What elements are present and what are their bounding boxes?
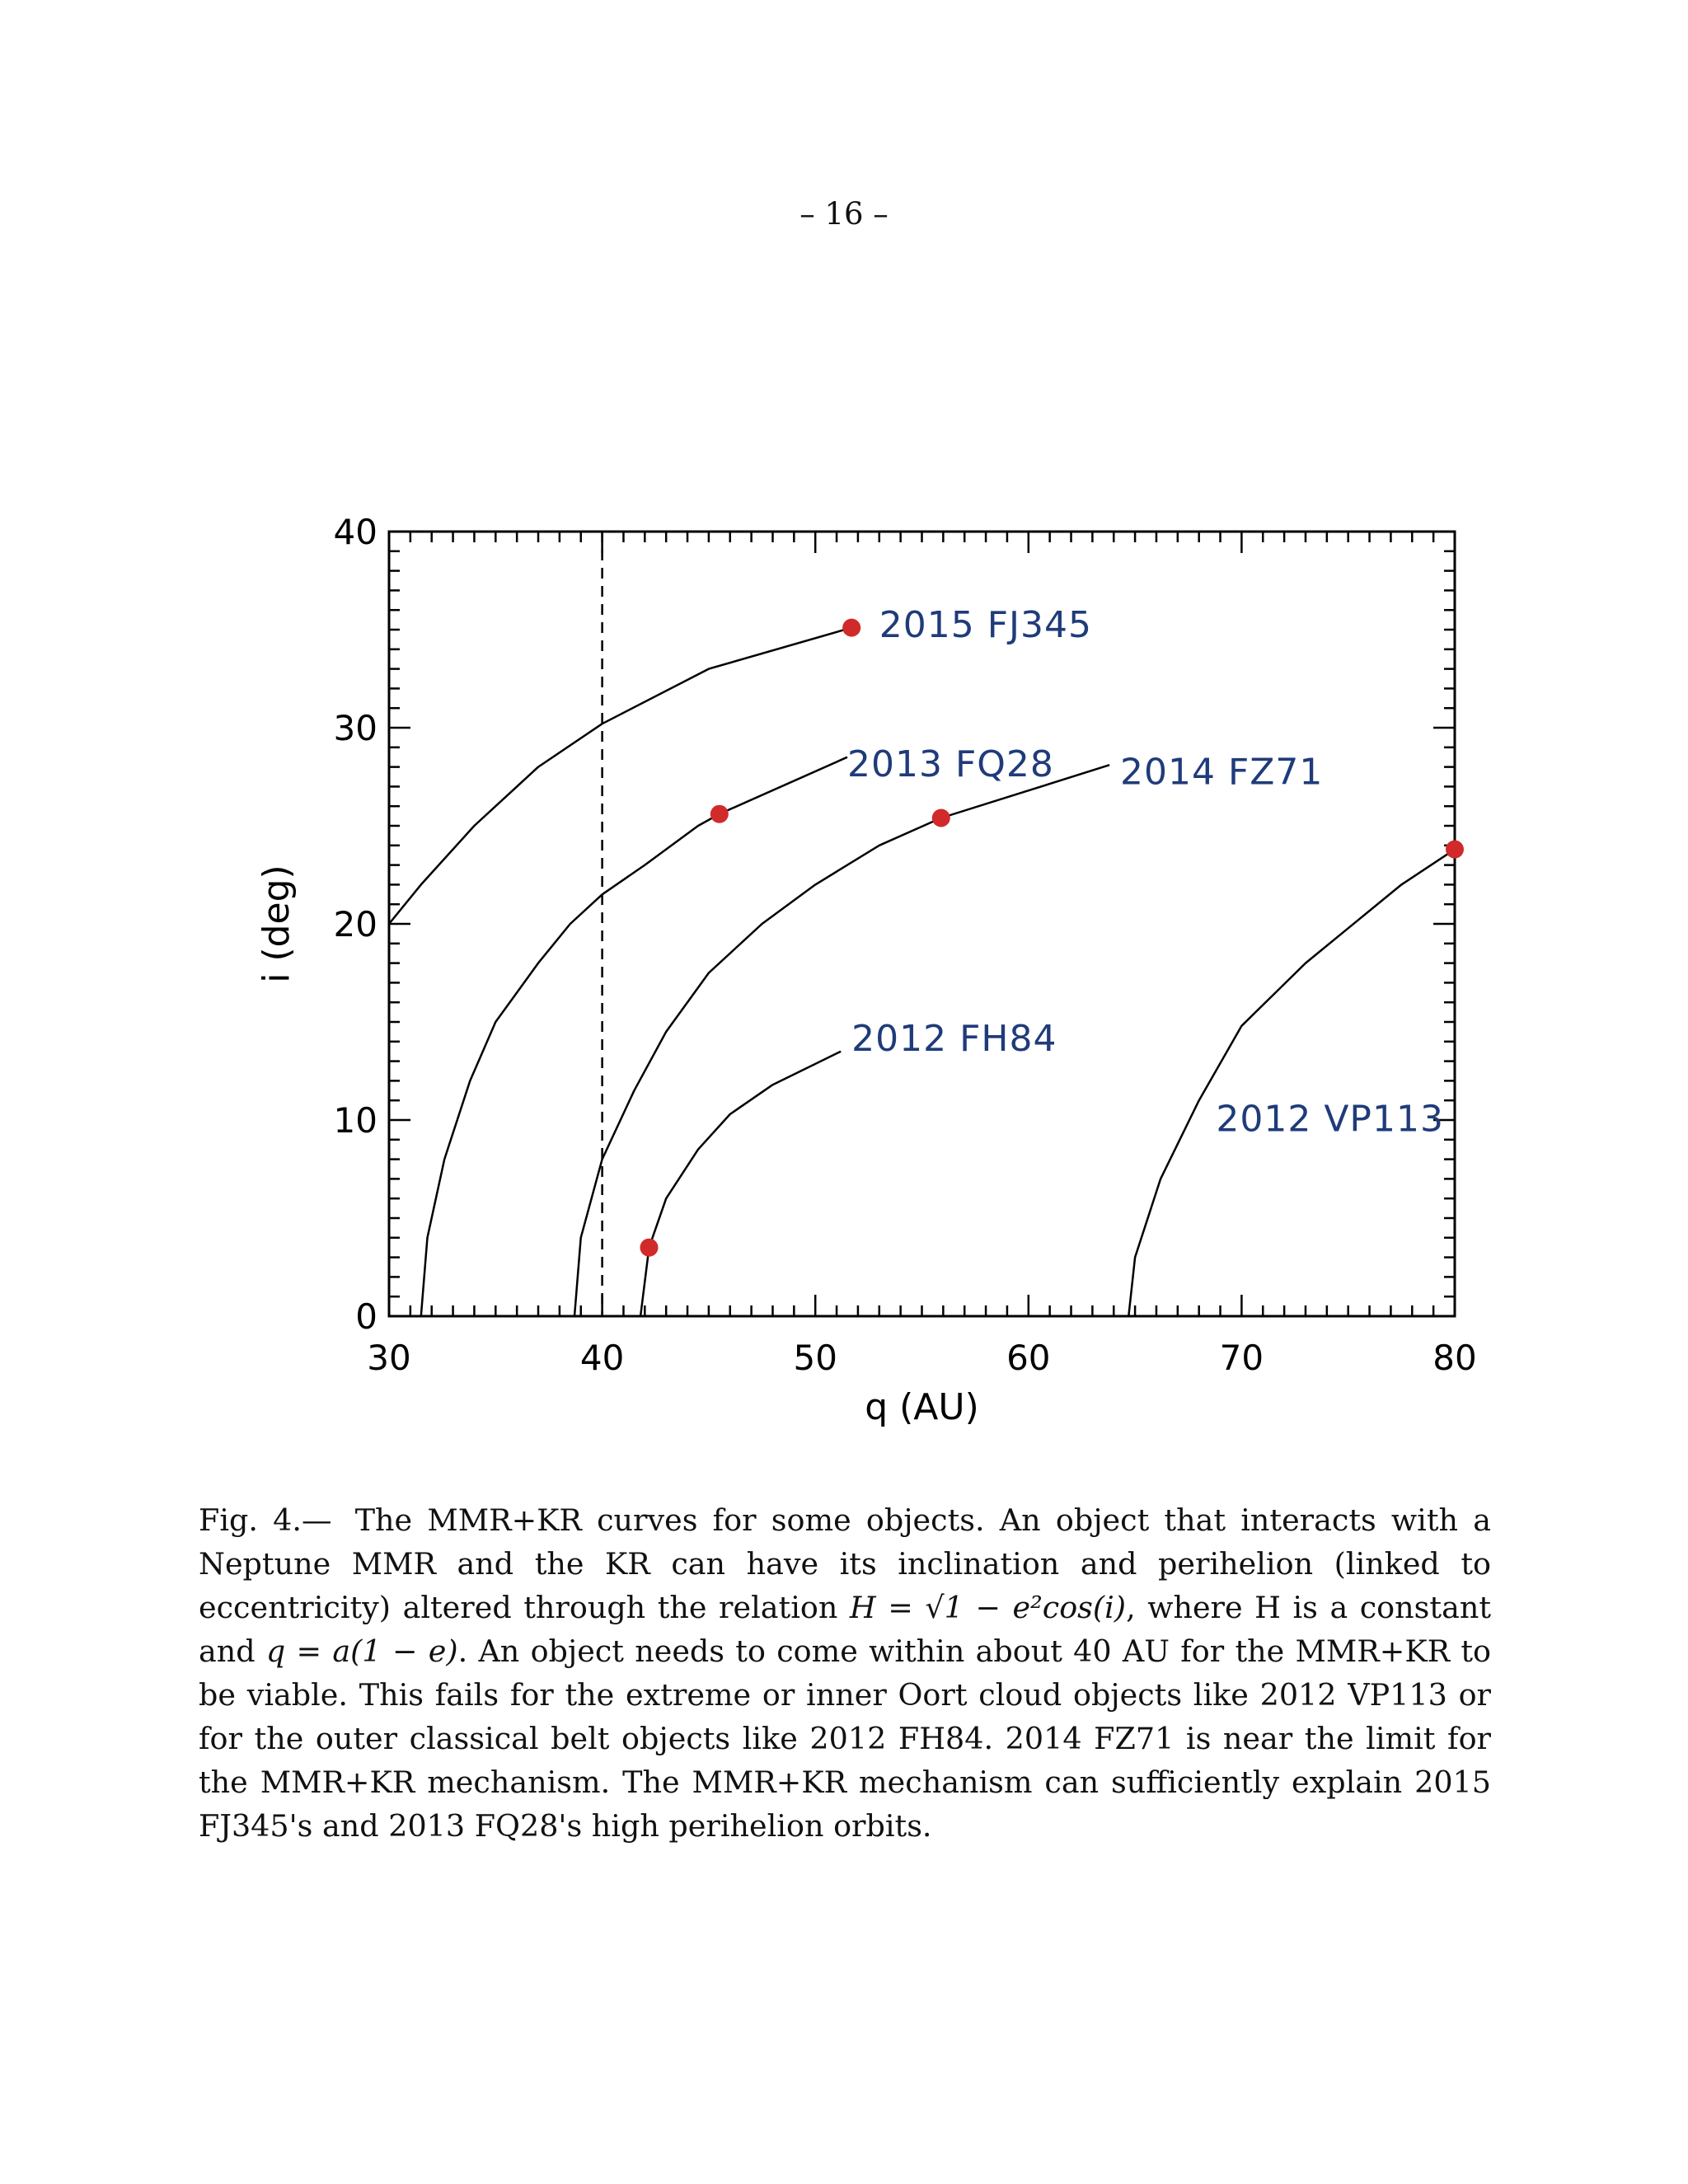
caption-equation-q: q = a(1 − e)	[265, 1633, 458, 1669]
x-tick-label: 40	[579, 1338, 625, 1378]
curve-2013-fq28	[421, 757, 847, 1316]
caption-text-part1: The MMR+KR curves for some objects. An object that interacts with a Neptune MMR and the KR can have its inclination and perihelion (linked to eccentricity) altered through the relation	[199, 1502, 1491, 1625]
label-2015-fj345: 2015 FJ345	[879, 603, 1093, 646]
figure-caption	[199, 1498, 1491, 1848]
curve-2015-fj345	[389, 628, 851, 924]
plot-frame	[389, 532, 1455, 1316]
y-axis-title: i (deg)	[256, 865, 298, 983]
marker-2012-fh84	[640, 1239, 658, 1257]
x-axis-title: q (AU)	[865, 1386, 979, 1428]
x-tick-label: 80	[1432, 1338, 1477, 1378]
marker-2013-fq28	[710, 805, 729, 823]
y-tick-label: 0	[355, 1296, 377, 1337]
label-2012-vp113: 2012 VP113	[1216, 1098, 1444, 1141]
label-2014-fz71: 2014 FZ71	[1119, 751, 1324, 794]
y-tick-label: 20	[333, 904, 377, 944]
y-tick-label: 40	[333, 512, 377, 552]
x-tick-label: 30	[367, 1338, 411, 1378]
label-2012-fh84: 2012 FH84	[851, 1018, 1057, 1061]
label-2013-fq28: 2013 FQ28	[846, 743, 1054, 785]
y-tick-label: 30	[333, 708, 377, 748]
caption-text-part3: . An object needs to come within about 40 AU for the MMR+KR to be viable. This fails for the extreme or inner Oort cloud objects like 2012 VP113 or for the outer classical belt objects like 2012 FH84. 2014 FZ71 is near the limit for the MMR+KR mechanism. The MMR+KR mechanism can sufficiently explain 2015 FJ345's and 2013 FQ28's high perihelion orbits.	[199, 1633, 1491, 1844]
y-tick-label: 10	[333, 1100, 377, 1141]
curve-2012-vp113	[1128, 850, 1455, 1316]
marker-2014-fz71	[932, 808, 950, 827]
marker-2015-fj345	[842, 619, 860, 637]
x-tick-label: 60	[1006, 1338, 1051, 1378]
x-tick-label: 70	[1219, 1338, 1264, 1378]
marker-2012-vp113	[1446, 841, 1464, 859]
x-tick-label: 50	[793, 1338, 837, 1378]
caption-text-part2: , where H is a constant and	[199, 1590, 1492, 1669]
caption-figure-label: Fig. 4.—	[199, 1502, 332, 1538]
caption-equation-h: H = √1 − e²cos(i)	[849, 1590, 1127, 1625]
page-number: – 16 –	[799, 196, 889, 232]
curve-2012-fh84	[640, 1052, 841, 1316]
